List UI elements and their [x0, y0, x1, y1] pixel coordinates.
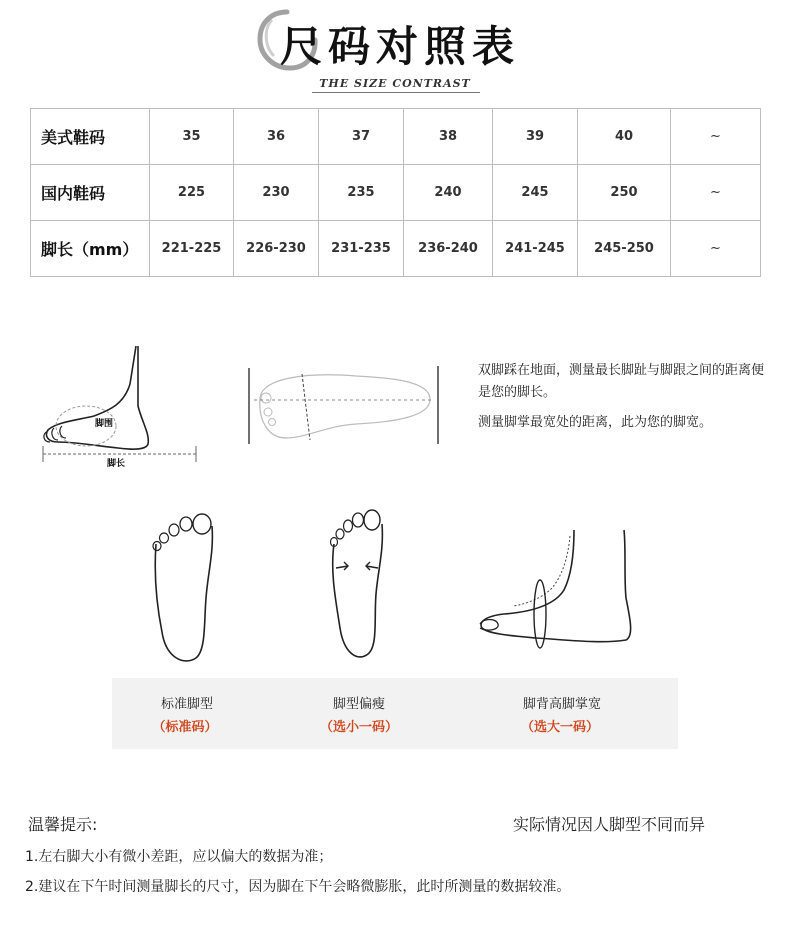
- table-cell: 245: [493, 165, 578, 221]
- table-cell: 40: [578, 109, 671, 165]
- foot-type-slim-name: 脚型偏瘦: [332, 697, 385, 712]
- foot-type-wide-name: 脚背高脚掌宽: [522, 697, 601, 712]
- row-header: 脚长（mm）: [31, 221, 150, 277]
- foot-type-wide-recommendation: （选大一码）: [520, 720, 599, 735]
- side-foot-icon: [38, 344, 203, 472]
- instruction-length: 双脚踩在地面，测量最长脚趾与脚跟之间的距离便是您的脚长。: [478, 363, 765, 400]
- instruction-width: 测量脚掌最宽处的距离，此为您的脚宽。: [478, 415, 713, 430]
- table-cell: 35: [150, 109, 234, 165]
- tip-item: 1.左右脚大小有微小差距，应以偏大的数据为准；: [25, 849, 333, 865]
- table-cell: 236-240: [404, 221, 493, 277]
- table-row: [31, 109, 761, 165]
- girth-label: 脚围: [95, 419, 114, 429]
- table-row: [31, 221, 761, 277]
- subtitle-underline: [312, 92, 480, 93]
- table-cell: 38: [404, 109, 493, 165]
- table-cell: ~: [671, 165, 761, 221]
- measurement-instructions: [478, 360, 768, 434]
- table-cell: ~: [671, 109, 761, 165]
- table-cell: 235: [319, 165, 404, 221]
- row-header: 美式鞋码: [31, 109, 150, 165]
- row-header: 国内鞋码: [31, 165, 150, 221]
- table-cell: 225: [150, 165, 234, 221]
- table-cell: 231-235: [319, 221, 404, 277]
- table-cell: 36: [234, 109, 319, 165]
- page-subtitle: THE SIZE CONTRAST: [319, 77, 471, 90]
- table-cell: 226-230: [234, 221, 319, 277]
- slim-foot-icon: [326, 508, 392, 664]
- length-label: 脚长: [107, 459, 126, 469]
- table-row: [31, 165, 761, 221]
- table-cell: 37: [319, 109, 404, 165]
- table-cell: 245-250: [578, 221, 671, 277]
- footprint-width-icon: [246, 364, 442, 448]
- tip-item: 2.建议在下午时间测量脚长的尺寸，因为脚在下午会略微膨胀，此时所测量的数据较准。: [25, 879, 571, 895]
- high-instep-foot-icon: [474, 528, 636, 656]
- table-cell: 241-245: [493, 221, 578, 277]
- table-cell: 250: [578, 165, 671, 221]
- size-table: [30, 108, 761, 277]
- tips-title: 温馨提示:: [28, 815, 98, 834]
- foot-type-standard-name: 标准脚型: [160, 697, 213, 712]
- table-cell: 240: [404, 165, 493, 221]
- table-cell: 39: [493, 109, 578, 165]
- foot-type-standard-recommendation: （标准码）: [152, 720, 218, 735]
- foot-type-slim-recommendation: （选小一码）: [319, 720, 398, 735]
- table-cell: 221-225: [150, 221, 234, 277]
- table-cell: 230: [234, 165, 319, 221]
- standard-foot-icon: [150, 512, 220, 668]
- table-cell: ~: [671, 221, 761, 277]
- page-title: 尺码对照表: [279, 22, 520, 71]
- foot-type-panel: [112, 678, 678, 749]
- tips-right-note: 实际情况因人脚型不同而异: [513, 815, 706, 834]
